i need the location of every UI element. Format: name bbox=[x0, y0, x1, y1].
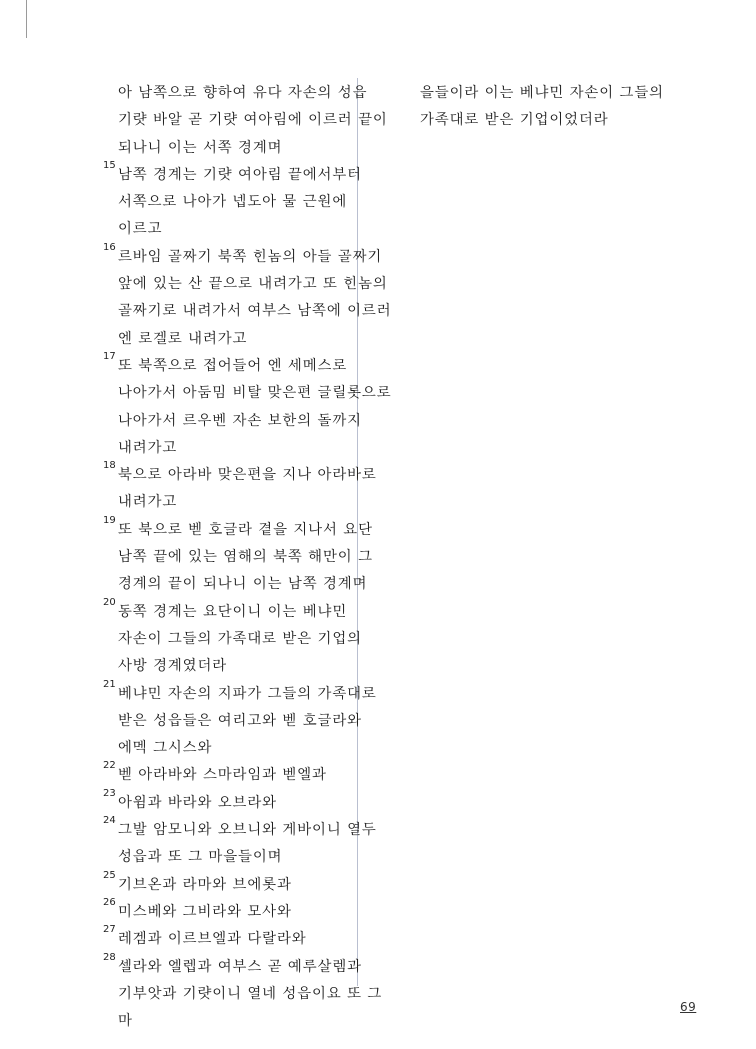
verse-paragraph bbox=[103, 80, 393, 162]
verse-number: 26 bbox=[103, 896, 116, 908]
verse-paragraph bbox=[103, 678, 393, 763]
verse-paragraph bbox=[103, 869, 393, 899]
verse-text: 기브온과 라마와 브에롯과 bbox=[118, 876, 292, 893]
verse-text: 아윔과 바라와 오브라와 bbox=[118, 794, 277, 811]
page-number: 69 bbox=[680, 1000, 697, 1014]
verse-number: 22 bbox=[103, 760, 116, 772]
verse-text: 셀라와 엘렙과 여부스 곧 예루살렘과 기부앗과 기럇이니 열네 성읍이요 또 그 마 bbox=[118, 958, 383, 1030]
verse-number: 27 bbox=[103, 924, 116, 936]
verse-paragraph bbox=[103, 762, 393, 789]
verse-number: 18 bbox=[103, 460, 116, 472]
verse-paragraph bbox=[420, 80, 702, 135]
verse-text: 동쪽 경계는 요단이니 이는 베냐민 자손이 그들의 가족대로 받은 기업의 사방 경계였더라 bbox=[118, 603, 362, 675]
verse-paragraph bbox=[103, 159, 393, 244]
verse-text: 아 남쪽으로 향하여 유다 자손의 성읍 기럇 바알 곧 기럇 여아림에 이르러 끝이 되나니 이는 서쪽 경계며 bbox=[118, 85, 388, 156]
verse-paragraph bbox=[103, 350, 393, 462]
verse-paragraph bbox=[103, 241, 393, 353]
crop-mark bbox=[26, 0, 27, 38]
verse-text: 또 북으로 벧 호글라 곁을 지나서 요단 남쪽 끝에 있는 염해의 북쪽 해만이 그 경계의 끝이 되나니 이는 남쪽 경계며 bbox=[118, 521, 373, 593]
verse-text: 남쪽 경계는 기럇 여아림 끝에서부터 서쪽으로 나아가 넵도아 물 근원에 이르고 bbox=[118, 166, 362, 238]
right-text-column bbox=[420, 80, 710, 135]
left-text-column bbox=[103, 80, 393, 1035]
verse-text: 그발 암모니와 오브니와 게바이니 열두 성읍과 또 그 마을들이며 bbox=[118, 822, 377, 866]
verse-number: 15 bbox=[103, 159, 116, 171]
verse-paragraph bbox=[103, 514, 393, 599]
verse-paragraph bbox=[103, 787, 393, 817]
verse-text: 르바임 골짜기 북쪽 힌놈의 아들 골짜기 앞에 있는 산 끝으로 내려가고 또 힌놈의 골짜기로 내려가서 여부스 남쪽에 이르러 엔 로겔로 내려가고 bbox=[118, 248, 392, 347]
verse-paragraph bbox=[103, 896, 393, 926]
verse-number: 24 bbox=[103, 815, 116, 827]
verse-text: 또 북쪽으로 접어들어 엔 세메스로 나아가서 아둠밈 비탈 맞은편 글릴롯으로 나아가서 르우벤 자손 보한의 돌까지 내려가고 bbox=[118, 357, 392, 456]
verse-text: 을들이라 이는 베냐민 자손이 그들의 가족대로 받은 기업이었더라 bbox=[420, 85, 664, 129]
verse-paragraph bbox=[103, 951, 393, 1036]
verse-text: 벧 아라바와 스마라임과 벧엘과 bbox=[118, 767, 327, 784]
verse-paragraph bbox=[103, 462, 393, 517]
verse-paragraph bbox=[103, 817, 393, 872]
verse-number: 16 bbox=[103, 241, 116, 253]
verse-number: 21 bbox=[103, 678, 116, 690]
verse-text: 북으로 아라바 맞은편을 지나 아라바로 내려가고 bbox=[118, 467, 377, 511]
verse-paragraph bbox=[103, 596, 393, 681]
verse-number: 23 bbox=[103, 787, 116, 799]
verse-number: 17 bbox=[103, 350, 116, 362]
verse-number: 25 bbox=[103, 869, 116, 881]
verse-text: 미스베와 그비라와 모사와 bbox=[118, 903, 292, 920]
verse-paragraph bbox=[103, 926, 393, 953]
verse-number: 20 bbox=[103, 596, 116, 608]
verse-text: 레겜과 이르브엘과 다랄라와 bbox=[118, 931, 307, 948]
verse-text: 베냐민 자손의 지파가 그들의 가족대로 받은 성읍들은 여리고와 벧 호글라와 에멕 그시스와 bbox=[118, 685, 377, 757]
verse-number: 19 bbox=[103, 514, 116, 526]
verse-number: 28 bbox=[103, 951, 116, 963]
